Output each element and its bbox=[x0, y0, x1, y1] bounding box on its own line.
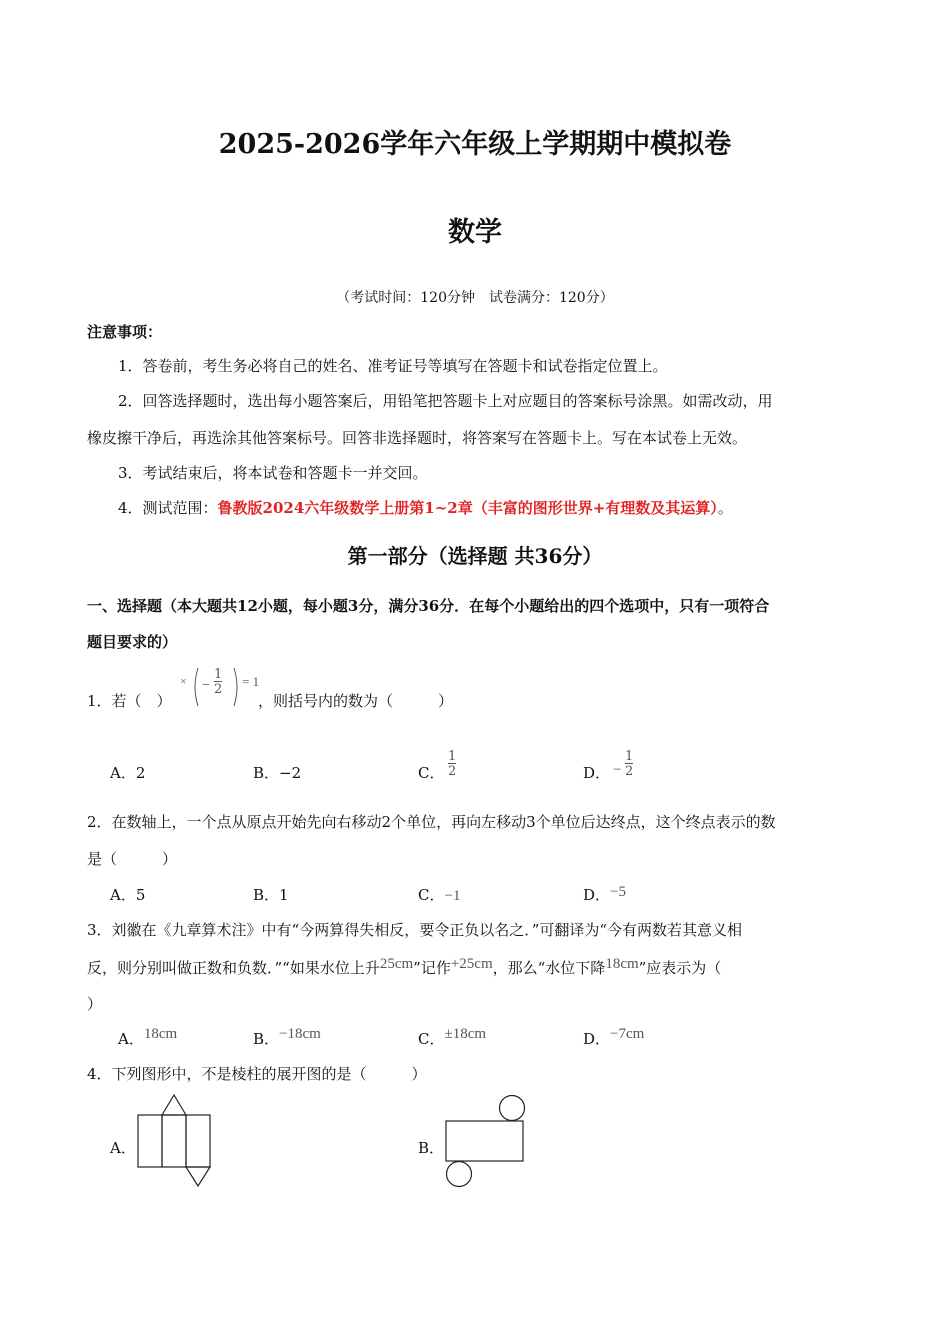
q1-option-a[interactable]: A．2 bbox=[110, 764, 146, 782]
q1-minus: − bbox=[202, 678, 210, 693]
notice-item-4 bbox=[118, 497, 733, 518]
scope-range: 鲁教版2024六年级数学上册第1~2章（丰富的图形世界+有理数及其运算） bbox=[217, 499, 718, 517]
q3-stem-line2 bbox=[87, 957, 721, 978]
q1-numerator: 1 bbox=[214, 667, 223, 682]
q2-option-d-value: −5 bbox=[610, 884, 626, 900]
notice-item-2-cont: 橡皮擦干净后，再选涂其他答案标号。回答非选择题时，将答案写在答题卡上。写在本试卷上无效。 bbox=[87, 429, 748, 447]
q3-record-value: +25cm bbox=[450, 956, 493, 972]
q2-option-d[interactable] bbox=[583, 884, 626, 905]
q1-option-d[interactable] bbox=[583, 749, 634, 783]
q4-option-a-prism-net bbox=[136, 1093, 214, 1189]
q3-option-a[interactable] bbox=[118, 1028, 177, 1049]
q1-fraction bbox=[214, 668, 222, 696]
scope-prefix: 4．测试范围： bbox=[118, 499, 218, 517]
q2-stem-line1: 2．在数轴上，一个点从原点开始先向右移动2个单位，再向左移动3个单位后达终点，这个终点表示的数 bbox=[87, 813, 776, 831]
q3-drop-value: 18cm bbox=[605, 956, 639, 972]
q3-option-c-value: ±18cm bbox=[444, 1026, 487, 1042]
q2-option-b[interactable]: B．1 bbox=[253, 886, 289, 904]
subject-title: 数学 bbox=[448, 217, 502, 248]
q2-option-d-label: D． bbox=[583, 886, 611, 904]
q3-option-d-label: D． bbox=[583, 1030, 611, 1048]
q1-option-c-num: 1 bbox=[448, 749, 457, 764]
q1-stem-prefix: 1．若（ ） bbox=[87, 692, 172, 710]
q3-stem-line1: 3．刘徽在《九章算术注》中有“今两算得失相反，要令正负以名之．”可翻译为“今有两数若其意义相 bbox=[87, 921, 743, 939]
q1-option-d-minus: − bbox=[613, 762, 622, 778]
section-intro-line1: 一、选择题（本大题共12小题，每小题3分，满分36分．在每个小题给出的四个选项中，只有一项符合 bbox=[87, 597, 770, 615]
q3-option-b-value: −18cm bbox=[279, 1026, 321, 1042]
q4-option-b-cylinder-net bbox=[442, 1093, 528, 1189]
q4-option-b[interactable]: B． bbox=[418, 1139, 445, 1157]
q3-option-b-label: B． bbox=[253, 1030, 280, 1048]
q1-option-d-den: 2 bbox=[625, 764, 634, 779]
q1-option-b[interactable]: B．−2 bbox=[253, 764, 302, 782]
notice-item-3: 3．考试结束后，将本试卷和答题卡一并交回。 bbox=[118, 464, 428, 482]
q1-stem-suffix: ，则括号内的数为（ ） bbox=[258, 692, 454, 710]
q1-option-c-den: 2 bbox=[448, 764, 457, 779]
q3-option-c-label: C． bbox=[418, 1030, 445, 1048]
q1-option-c[interactable] bbox=[418, 749, 457, 783]
q1-option-d-fraction bbox=[625, 750, 633, 778]
q2-option-c-label: C． bbox=[418, 886, 445, 904]
q1-times: × bbox=[180, 674, 187, 688]
q3-line2-a: 反，则分别叫做正数和负数．”“如果水位上升 bbox=[87, 959, 380, 977]
q2-option-c[interactable] bbox=[418, 884, 460, 905]
q4-stem: 4．下列图形中，不是棱柱的展开图的是（ ） bbox=[87, 1065, 427, 1083]
q3-option-c[interactable] bbox=[418, 1028, 486, 1049]
paper-title: 2025-2026学年六年级上学期期中模拟卷 bbox=[218, 129, 732, 160]
exam-meta: （考试时间：120分钟 试卷满分：120分） bbox=[336, 290, 614, 306]
q1-denominator: 2 bbox=[214, 682, 223, 697]
section-intro-line2: 题目要求的） bbox=[87, 633, 178, 651]
q2-option-c-value: −1 bbox=[444, 888, 461, 904]
q3-option-a-value: 18cm bbox=[143, 1026, 178, 1042]
q3-rise-value: 25cm bbox=[379, 956, 414, 972]
notice-item-1: 1．答卷前，考生务必将自己的姓名、准考证号等填写在答题卡和试卷指定位置上。 bbox=[118, 357, 668, 375]
q2-stem-line2: 是（ ） bbox=[87, 850, 178, 868]
q3-option-b[interactable] bbox=[253, 1028, 321, 1049]
q1-equals: = 1 bbox=[242, 674, 260, 689]
q3-option-d-value: −7cm bbox=[610, 1026, 645, 1042]
notice-heading: 注意事项： bbox=[87, 323, 163, 341]
q3-option-a-label: A． bbox=[118, 1030, 144, 1048]
q1-option-c-label: C． bbox=[418, 764, 445, 782]
q3-option-d[interactable] bbox=[583, 1028, 644, 1049]
q4-option-a[interactable]: A． bbox=[110, 1139, 136, 1157]
q1-option-d-num: 1 bbox=[625, 749, 634, 764]
q2-option-a[interactable]: A．5 bbox=[110, 886, 146, 904]
q3-line2-d: ”应表示为（ bbox=[638, 959, 722, 977]
q3-stem-line3: ） bbox=[87, 995, 103, 1013]
notice-item-2: 2．回答选择题时，选出每小题答案后，用铅笔把答题卡上对应题目的答案标号涂黑。如需改动，用 bbox=[118, 392, 773, 410]
q1-option-c-fraction bbox=[448, 750, 456, 778]
q3-line2-c: ，那么“水位下降 bbox=[492, 959, 606, 977]
scope-suffix: 。 bbox=[717, 499, 733, 517]
q1-option-d-label: D． bbox=[583, 764, 611, 782]
section-heading: 第一部分（选择题 共36分） bbox=[347, 544, 603, 568]
q3-line2-b: ”记作 bbox=[413, 959, 451, 977]
